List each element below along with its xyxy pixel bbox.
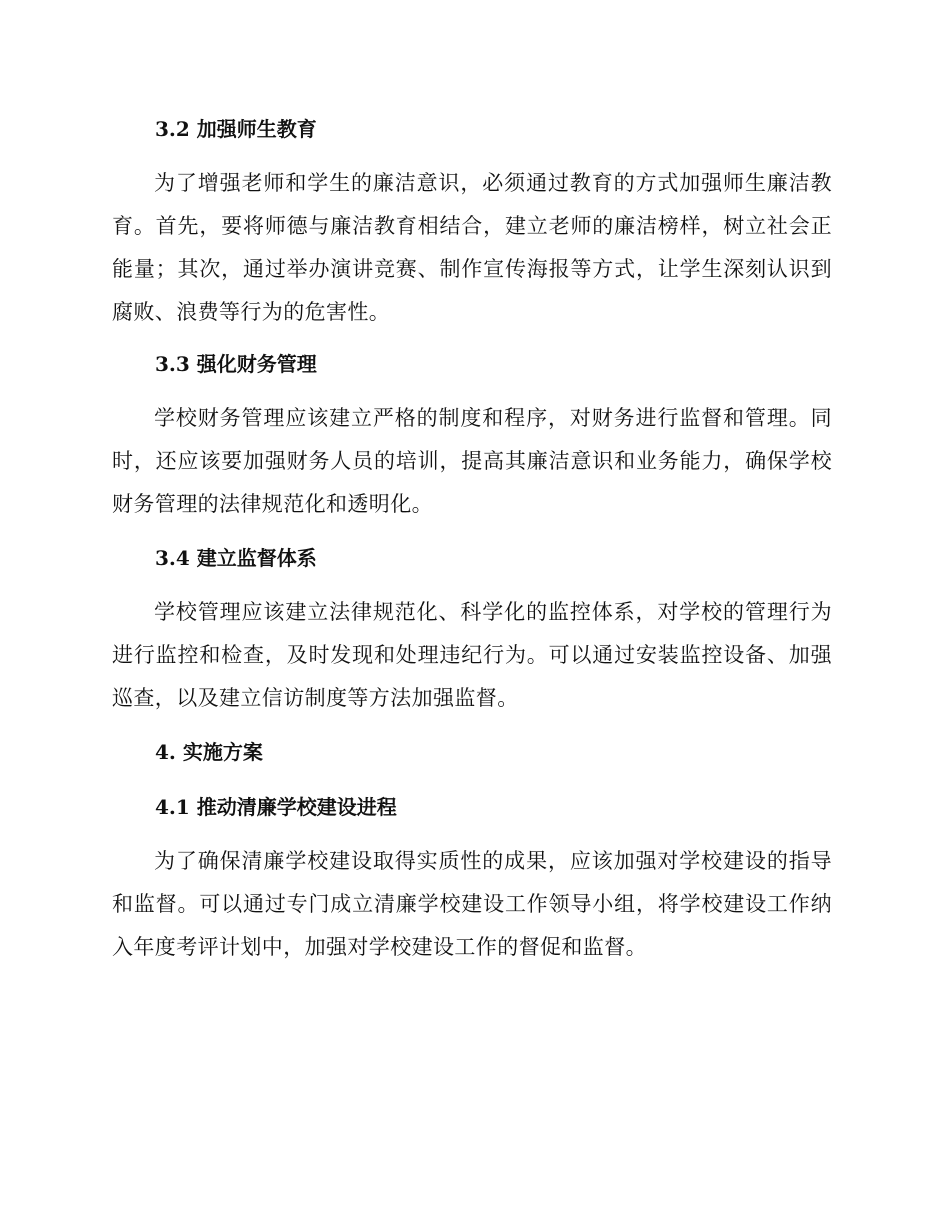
section-heading-3-3: 3.3 强化财务管理: [155, 352, 317, 376]
section-heading-3-4: 3.4 建立监督体系: [155, 546, 317, 570]
section-paragraph-3-4: 学校管理应该建立法律规范化、科学化的监控体系，对学校的管理行为进行监控和检查，及时发现和处理违纪行为。可以通过安装监控设备、加强巡查，以及建立信访制度等方法加强监督。: [112, 600, 832, 710]
section-paragraph-3-2: 为了增强老师和学生的廉洁意识，必须通过教育的方式加强师生廉洁教育。首先，要将师德与廉洁教育相结合，建立老师的廉洁榜样，树立社会正能量；其次，通过举办演讲竞赛、制作宣传海报等方式，让学生深刻认识到腐败、浪费等行为的危害性。: [112, 171, 832, 324]
section-heading-4-1: 4.1 推动清廉学校建设进程: [155, 795, 397, 819]
section-heading-3-2: 3.2 加强师生教育: [155, 117, 317, 141]
section-paragraph-3-3: 学校财务管理应该建立严格的制度和程序，对财务进行监督和管理。同时，还应该要加强财务人员的培训，提高其廉洁意识和业务能力，确保学校财务管理的法律规范化和透明化。: [112, 406, 832, 516]
section-heading-4: 4. 实施方案: [155, 740, 263, 764]
section-paragraph-4-1: 为了确保清廉学校建设取得实质性的成果，应该加强对学校建设的指导和监督。可以通过专门成立清廉学校建设工作领导小组，将学校建设工作纳入年度考评计划中，加强对学校建设工作的督促和监督。: [112, 849, 832, 959]
